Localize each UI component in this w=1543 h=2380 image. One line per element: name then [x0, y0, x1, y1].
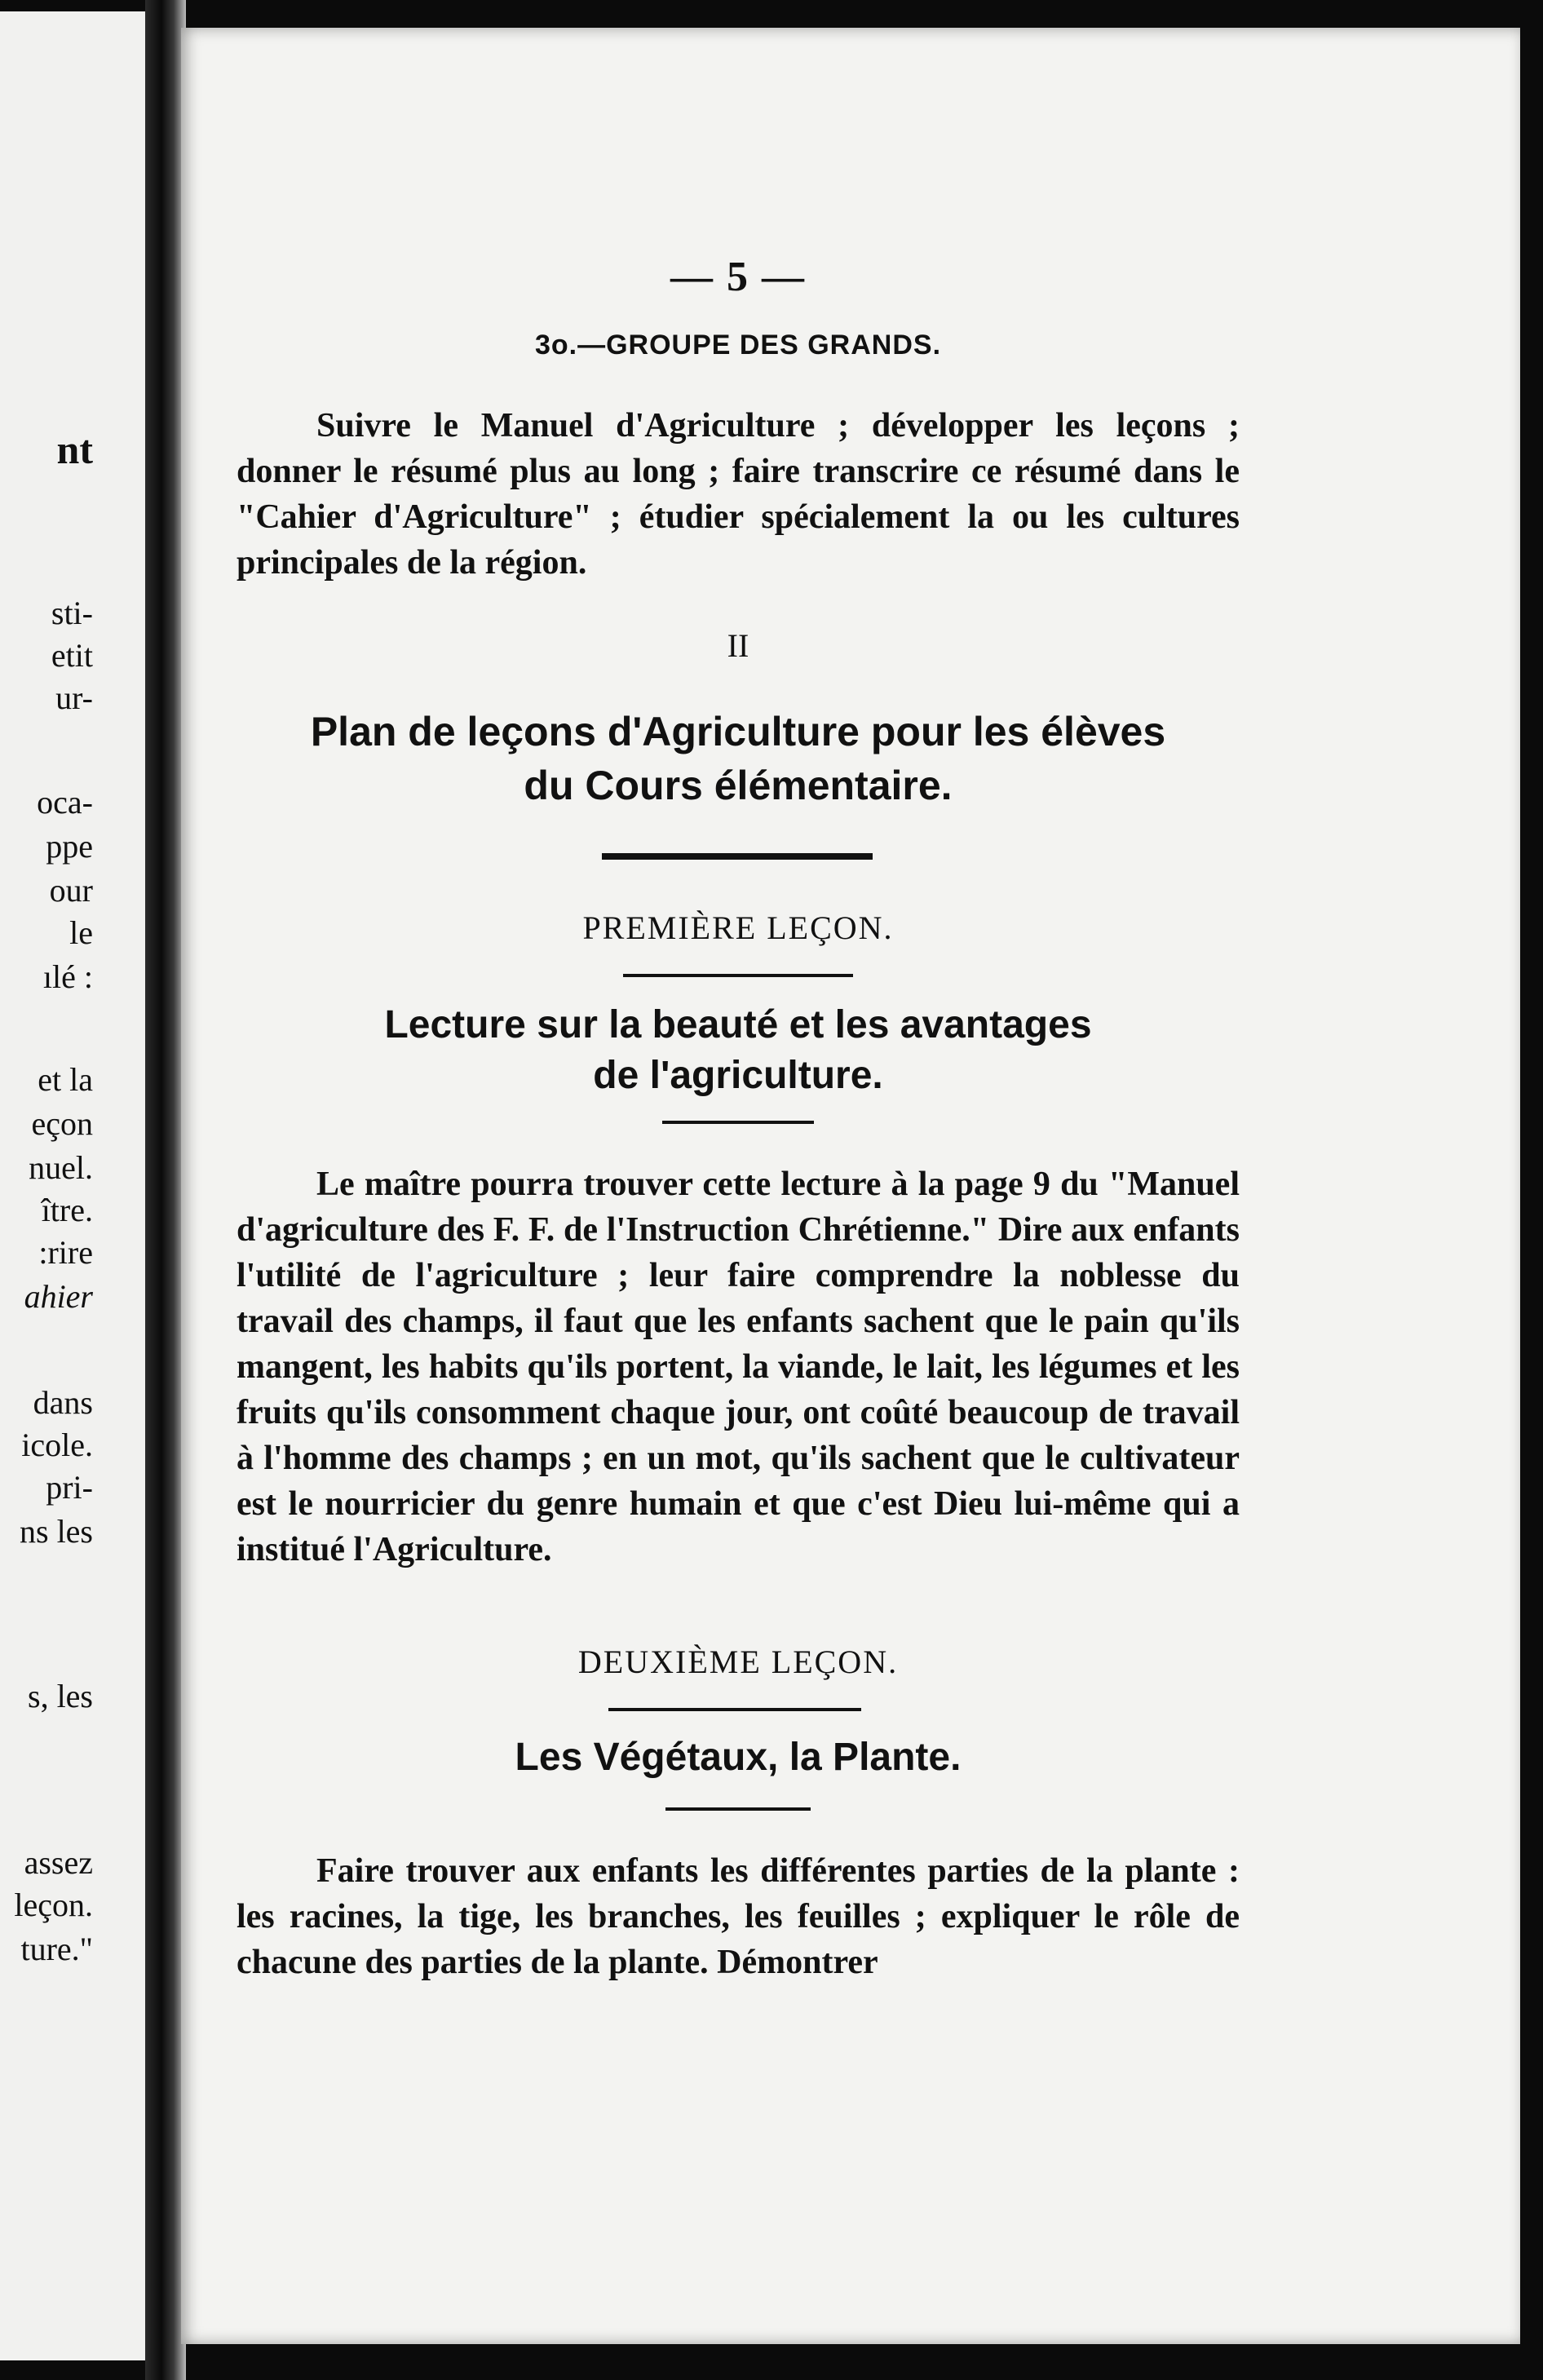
- plan-title-line-2: du Cours élémentaire.: [524, 763, 953, 808]
- lesson-1-label: PREMIÈRE LEÇON.: [582, 909, 894, 946]
- book-gutter: [145, 0, 186, 2380]
- left-page-line: assez: [24, 1844, 93, 1881]
- lesson-1-title: [237, 1000, 1240, 1101]
- left-page-line: etit: [51, 637, 93, 674]
- lesson-2-title-rule: [665, 1807, 811, 1811]
- left-page-line: pri-: [46, 1469, 93, 1506]
- lesson-1-title-line-1: Lecture sur la beauté et les avantages: [384, 1003, 1092, 1046]
- left-page-line: s, les: [28, 1678, 93, 1714]
- lesson-1-body: [237, 1161, 1240, 1573]
- left-page-line: :rire: [38, 1234, 93, 1271]
- intro-paragraph-text: Suivre le Manuel d'Agriculture ; développer les leçons ; donner le résumé plus au long ; faire transcrire ce résumé dans le "Cahier d'Agriculture" ; étudier spécialement la ou les cultures principales de la région.: [237, 407, 1240, 582]
- lesson-2-body: [237, 1848, 1240, 1985]
- intro-paragraph: [237, 403, 1240, 586]
- left-page-line: oca-: [37, 784, 93, 821]
- left-page-line: icole.: [21, 1427, 93, 1463]
- lesson-2-body-text: Faire trouver aux enfants les différentes parties de la plante : les racines, la tige, les branches, les feuilles ; expliquer le rôle de chacune des parties de la plante. Démontrer: [237, 1852, 1240, 1981]
- left-page-line: ître.: [41, 1192, 93, 1228]
- left-page-line: ahier: [24, 1278, 93, 1315]
- lesson-1-title-line-2: de l'agriculture.: [593, 1054, 883, 1097]
- left-page-line: et la: [38, 1061, 93, 1098]
- lesson-2-label-rule: [608, 1708, 861, 1711]
- left-page-line: nt: [56, 427, 93, 472]
- left-page-line: ture.": [20, 1931, 93, 1967]
- left-page-fragment: [0, 11, 160, 2360]
- left-page-line: our: [49, 872, 93, 909]
- main-page: [181, 28, 1520, 2344]
- left-page-line: ur-: [55, 679, 93, 716]
- lesson-2-label: DEUXIÈME LEÇON.: [577, 1643, 899, 1680]
- left-page-line: sti-: [51, 595, 93, 631]
- plan-title: [237, 705, 1240, 812]
- lesson-1-label-rule: [623, 974, 853, 977]
- section-heading: 3o.—GROUPE DES GRANDS.: [534, 330, 942, 361]
- left-page-line: ılé :: [42, 958, 93, 995]
- lesson-2-title: Les Végétaux, la Plante.: [515, 1736, 962, 1779]
- left-page-line: nuel.: [29, 1149, 93, 1186]
- lesson-1-body-text: Le maître pourra trouver cette lecture à la page 9 du "Manuel d'agriculture des F. F. de l'Instruction Chrétienne." Dire aux enfants l'utilité de l'agriculture ; leur faire comprendre la noblesse du travail des champs, il faut que les enfants sachent que le pain qu'ils mangent, les habits qu'ils portent, la viande, le lait, les légumes et les fruits qu'ils consomment chaque jour, ont coûté beaucoup de travail à l'homme des champs ; en un mot, qu'ils sachent que le cultivateur est le nourricier du genre humain et que c'est Dieu lui-même qui a institué l'Agriculture.: [237, 1166, 1240, 1568]
- left-page-line: ns les: [20, 1513, 93, 1550]
- plan-title-line-1: Plan de leçons d'Agriculture pour les élèves: [310, 709, 1166, 754]
- left-page-line: ppe: [46, 828, 93, 865]
- roman-numeral: II: [727, 627, 749, 664]
- left-page-line: le: [69, 914, 93, 951]
- left-page-line: leçon.: [14, 1887, 93, 1923]
- left-page-line: dans: [33, 1384, 93, 1421]
- left-page-line: eçon: [31, 1105, 93, 1142]
- lesson-1-title-rule: [662, 1121, 814, 1124]
- divider-rule: [602, 853, 873, 860]
- page-number: — 5 —: [670, 254, 806, 300]
